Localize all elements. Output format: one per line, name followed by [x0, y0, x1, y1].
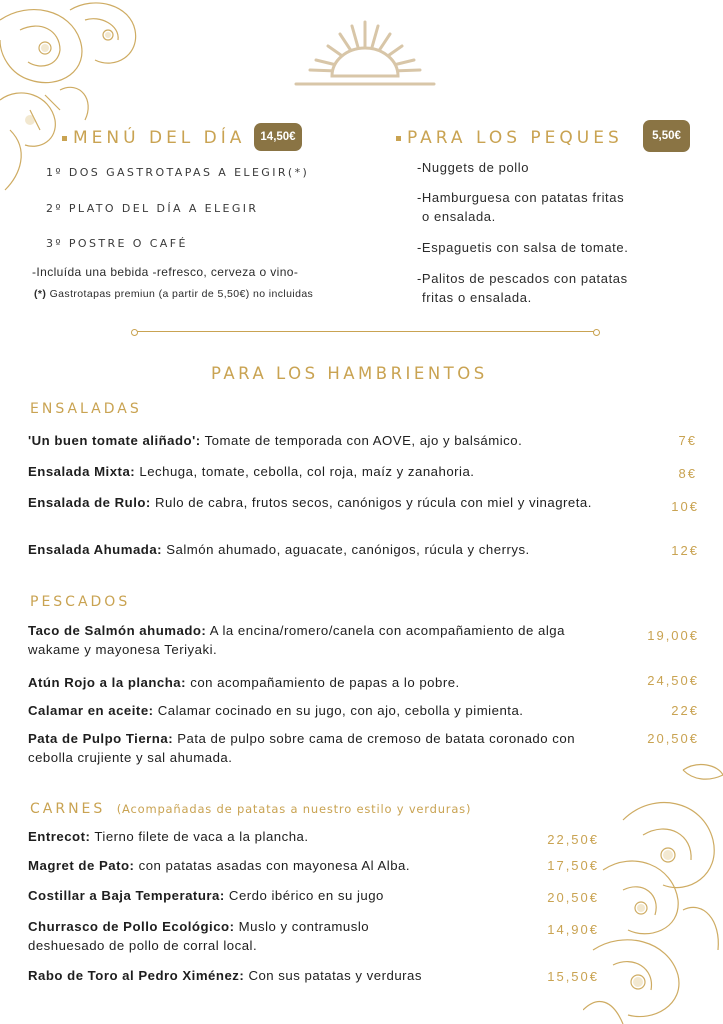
peques-title: PARA LOS PEQUES — [396, 128, 623, 148]
menu-dia-title: MENÚ DEL DÍA — [62, 128, 245, 148]
menu-item-rabo: Rabo de Toro al Pedro Ximénez: Con sus patatas y verduras — [28, 968, 422, 983]
price-churrasco: 14,90€ — [547, 922, 599, 937]
peques-item-espaguetis: -Espaguetis con salsa de tomate. — [417, 240, 629, 255]
menu-dia-price-badge: 14,50€ — [254, 123, 302, 151]
menu-item-mixta: Ensalada Mixta: Lechuga, tomate, cebolla, col roja, maíz y zanahoria. — [28, 464, 475, 479]
menu-item-atun: Atún Rojo a la plancha: con acompañamiento de papas a lo pobre. — [28, 675, 460, 690]
asterisk-mark: (*) — [34, 288, 47, 300]
divider-line — [134, 331, 596, 332]
price-rulo: 10€ — [671, 499, 699, 514]
peques-item-nuggets: -Nuggets de pollo — [417, 160, 530, 175]
menu-dia-note-drink: -Incluída una bebida -refresco, cerveza o vino- — [32, 265, 299, 279]
price-atun: 24,50€ — [647, 673, 699, 688]
menu-item-entrecot: Entrecot: Tierno filete de vaca a la plancha. — [28, 829, 309, 844]
price-entrecot: 22,50€ — [547, 832, 599, 847]
bullet-icon — [62, 136, 67, 141]
price-mixta: 8€ — [678, 466, 697, 481]
sun-logo-icon — [292, 14, 438, 94]
menu-dia-note-premium — [34, 288, 313, 300]
pescados-title: PESCADOS — [30, 594, 131, 610]
carnes-title: CARNES (Acompañadas de patatas a nuestro estilo y verduras) — [30, 801, 472, 817]
premium-note-text: Gastrotapas premiun (a partir de 5,50€) no incluidas — [49, 288, 314, 300]
floral-decoration-bottom-right-icon — [583, 760, 723, 1024]
menu-item-churrasco: Churrasco de Pollo Ecológico: Muslo y contramuslo deshuesado de pollo de corral local. — [28, 919, 370, 953]
price-calamar: 22€ — [671, 703, 699, 718]
menu-item-costillar: Costillar a Baja Temperatura: Cerdo ibérico en su jugo — [28, 888, 384, 903]
carnes-subtitle: (Acompañadas de patatas a nuestro estilo y verduras) — [116, 802, 472, 816]
menu-item-salmon: Taco de Salmón ahumado: A la encina/romero/canela con acompañamiento de alga wakame y mayonesa Teriyaki. — [28, 623, 565, 657]
price-rabo: 15,50€ — [547, 969, 599, 984]
menu-item-calamar: Calamar en aceite: Calamar cocinado en su jugo, con ajo, cebolla y pimienta. — [28, 703, 524, 718]
peques-item-palitos-cont: fritas o ensalada. — [422, 290, 532, 305]
price-magret: 17,50€ — [547, 858, 599, 873]
price-ahumada: 12€ — [671, 543, 699, 558]
ensaladas-title: ENSALADAS — [30, 401, 142, 417]
peques-item-hamburguesa: -Hamburguesa con patatas fritas — [417, 190, 625, 205]
menu-item-rulo: Ensalada de Rulo: Rulo de cabra, frutos secos, canónigos y rúcula con miel y vinagreta. — [28, 495, 592, 510]
peques-item-palitos: -Palitos de pescados con patatas — [417, 271, 628, 286]
menu-item-pulpo: Pata de Pulpo Tierna: Pata de pulpo sobre cama de cremoso de batata coronado con cebolla crujiente y sal ahumada. — [28, 731, 576, 765]
price-salmon: 19,00€ — [647, 628, 699, 643]
menu-dia-line-1: 1º DOS GASTROTAPAS A ELEGIR(*) — [46, 166, 310, 179]
peques-price-badge: 5,50€ — [643, 120, 690, 152]
menu-dia-line-2: 2º PLATO DEL DÍA A ELEGIR — [46, 202, 259, 215]
divider-dot-right — [593, 329, 600, 336]
menu-dia-line-3: 3º POSTRE O CAFÉ — [46, 237, 188, 250]
price-tomate: 7€ — [678, 433, 697, 448]
divider-dot-left — [131, 329, 138, 336]
peques-item-hamburguesa-cont: o ensalada. — [422, 209, 496, 224]
hambrientos-title: PARA LOS HAMBRIENTOS — [211, 364, 488, 383]
price-costillar: 20,50€ — [547, 890, 599, 905]
menu-item-ahumada: Ensalada Ahumada: Salmón ahumado, aguacate, canónigos, rúcula y cherrys. — [28, 542, 530, 557]
menu-item-tomate: 'Un buen tomate aliñado': Tomate de temporada con AOVE, ajo y balsámico. — [28, 433, 523, 448]
menu-item-magret: Magret de Pato: con patatas asadas con mayonesa Al Alba. — [28, 858, 411, 873]
bullet-icon — [396, 136, 401, 141]
price-pulpo: 20,50€ — [647, 731, 699, 746]
